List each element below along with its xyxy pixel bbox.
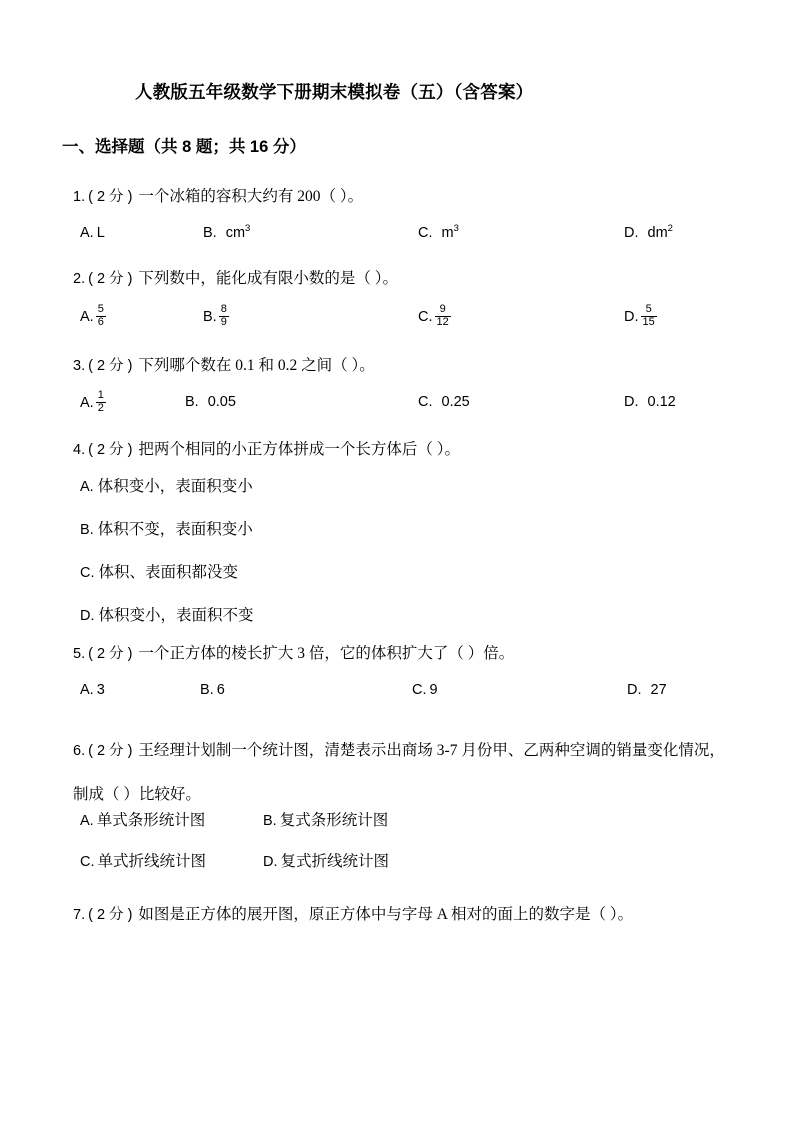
- question-6-options-row-2: [0, 851, 793, 877]
- question-1-text: 一个冰箱的容积大约有 200（ ）。: [138, 188, 364, 205]
- question-4-option-c[interactable]: [80, 563, 238, 583]
- section-heading-multiple-choice: 一、选择题（共 8 题；共 16 分）: [62, 138, 306, 156]
- question-1-score: ( 2 分 ): [88, 189, 133, 205]
- question-3-option-c[interactable]: [418, 391, 470, 413]
- option-value: 9: [429, 682, 438, 698]
- question-2-score: ( 2 分 ): [88, 271, 133, 287]
- option-value: 0.25: [441, 394, 470, 410]
- question-1-option-b[interactable]: [203, 222, 250, 244]
- question-2-text: 下列数中，能化成有限小数的是（ ）。: [138, 270, 399, 287]
- question-3-option-b[interactable]: [185, 391, 236, 413]
- question-4-option-b[interactable]: [80, 520, 253, 540]
- question-6-option-b[interactable]: [263, 810, 388, 832]
- option-label: B.: [263, 813, 277, 829]
- fraction-denominator: 2: [97, 401, 104, 414]
- question-1-option-a[interactable]: [80, 222, 105, 244]
- option-label: B.: [203, 308, 217, 325]
- question-4-option-a[interactable]: [80, 477, 253, 497]
- question-4-stem: [73, 440, 460, 460]
- option-label: B.: [80, 522, 94, 538]
- fraction-numerator: 5: [645, 303, 652, 315]
- question-7-text: 如图是正方体的展开图，原正方体中与字母 A 相对的面上的数字是（ ）。: [138, 906, 634, 923]
- question-2-stem: [73, 269, 398, 289]
- question-3-options: [0, 391, 793, 417]
- option-value: cm: [225, 225, 246, 241]
- option-value: L: [96, 225, 105, 241]
- question-7-score: ( 2 分 ): [88, 907, 133, 923]
- question-1-number: 1.: [73, 189, 86, 205]
- question-6-option-d[interactable]: [263, 851, 389, 873]
- option-label: C.: [418, 394, 433, 410]
- fraction-numerator: 5: [97, 303, 104, 315]
- question-2-options: [0, 305, 793, 331]
- question-6-option-a[interactable]: [80, 810, 205, 832]
- question-5-score: ( 2 分 ): [88, 646, 133, 662]
- option-value: 复式折线统计图: [280, 853, 390, 870]
- question-2-option-a[interactable]: [80, 305, 106, 330]
- option-value: 0.05: [207, 394, 236, 410]
- option-label: A.: [80, 394, 94, 411]
- option-label: C.: [412, 682, 427, 698]
- question-6-stem: [73, 729, 738, 816]
- question-7-stem: [73, 893, 738, 937]
- option-value: 体积、表面积都没变: [98, 564, 239, 581]
- question-5-text: 一个正方体的棱长扩大 3 倍，它的体积扩大了（ ）倍。: [138, 645, 515, 662]
- question-5-options: [0, 679, 793, 705]
- option-value: dm: [647, 225, 668, 241]
- option-value: 体积变小，表面积不变: [98, 607, 254, 624]
- option-value: 0.12: [647, 394, 676, 410]
- question-6-score: ( 2 分 ): [88, 743, 133, 759]
- fraction-denominator: 9: [220, 315, 227, 328]
- fraction: [96, 390, 106, 415]
- question-6-options-row-1: [0, 810, 793, 836]
- fraction-numerator: 1: [97, 389, 104, 401]
- question-5-option-a[interactable]: [80, 679, 105, 701]
- option-label: D.: [624, 225, 639, 241]
- fraction: [641, 304, 657, 329]
- question-3-score: ( 2 分 ): [88, 358, 133, 374]
- question-1-option-d[interactable]: [624, 222, 673, 244]
- question-1-stem: [73, 187, 363, 207]
- option-label: A.: [80, 813, 94, 829]
- question-2-number: 2.: [73, 271, 86, 287]
- option-label: A.: [80, 225, 94, 241]
- option-label: D.: [263, 854, 278, 870]
- fraction-denominator: 12: [436, 315, 449, 328]
- option-label: B.: [200, 682, 214, 698]
- question-3-option-d[interactable]: [624, 391, 676, 413]
- question-7-number: 7.: [73, 907, 86, 923]
- option-label: C.: [418, 225, 433, 241]
- option-value: 27: [650, 682, 667, 698]
- option-exponent: 3: [245, 223, 251, 235]
- option-label: C.: [80, 565, 95, 581]
- fraction-denominator: 15: [642, 315, 655, 328]
- option-value: 复式条形统计图: [279, 812, 389, 829]
- fraction: [435, 304, 451, 329]
- option-value: 6: [216, 682, 225, 698]
- option-value: 体积变小，表面积变小: [97, 478, 253, 495]
- question-6-number: 6.: [73, 743, 86, 759]
- question-3-option-a[interactable]: [80, 391, 106, 416]
- option-value: 单式条形统计图: [96, 812, 206, 829]
- question-4-score: ( 2 分 ): [88, 442, 133, 458]
- option-label: A.: [80, 682, 94, 698]
- option-value: 单式折线统计图: [97, 853, 207, 870]
- question-2-option-d[interactable]: [624, 305, 657, 330]
- question-6-text: 王经理计划制一个统计图，清楚表示出商场 3-7 月份甲、乙两种空调的销量变化情况，制成（ ）比较好。: [73, 742, 725, 803]
- question-6-option-c[interactable]: [80, 851, 206, 873]
- page-title: 人教版五年级数学下册期末模拟卷（五）（含答案）: [135, 82, 534, 102]
- option-label: C.: [80, 854, 95, 870]
- question-4-number: 4.: [73, 442, 86, 458]
- option-value: m: [441, 225, 454, 241]
- question-2-option-b[interactable]: [203, 305, 229, 330]
- option-label: A.: [80, 479, 94, 495]
- question-4-option-d[interactable]: [80, 606, 254, 626]
- option-label: B.: [185, 394, 199, 410]
- question-5-stem: [73, 644, 514, 664]
- question-3-number: 3.: [73, 358, 86, 374]
- question-1-option-c[interactable]: [418, 222, 459, 244]
- option-label: D.: [624, 394, 639, 410]
- fraction-numerator: 8: [220, 303, 227, 315]
- question-3-text: 下列哪个数在 0.1 和 0.2 之间（ ）。: [138, 357, 375, 374]
- option-value: 3: [96, 682, 105, 698]
- question-5-option-b[interactable]: [200, 679, 225, 701]
- option-label: C.: [418, 308, 433, 325]
- question-1-options: [0, 222, 793, 248]
- option-exponent: 2: [667, 223, 673, 235]
- fraction: [219, 304, 229, 329]
- fraction: [96, 304, 106, 329]
- option-exponent: 3: [453, 223, 459, 235]
- question-2-option-c[interactable]: [418, 305, 451, 330]
- question-5-number: 5.: [73, 646, 86, 662]
- fraction-denominator: 6: [97, 315, 104, 328]
- question-5-option-d[interactable]: [627, 679, 667, 701]
- option-value: 体积不变，表面积变小: [97, 521, 253, 538]
- option-label: D.: [80, 608, 95, 624]
- question-3-stem: [73, 356, 375, 376]
- option-label: D.: [627, 682, 642, 698]
- option-label: D.: [624, 308, 639, 325]
- option-label: B.: [203, 225, 217, 241]
- question-4-text: 把两个相同的小正方体拼成一个长方体后（ ）。: [138, 441, 461, 458]
- fraction-numerator: 9: [439, 303, 446, 315]
- question-5-option-c[interactable]: [412, 679, 438, 701]
- option-label: A.: [80, 308, 94, 325]
